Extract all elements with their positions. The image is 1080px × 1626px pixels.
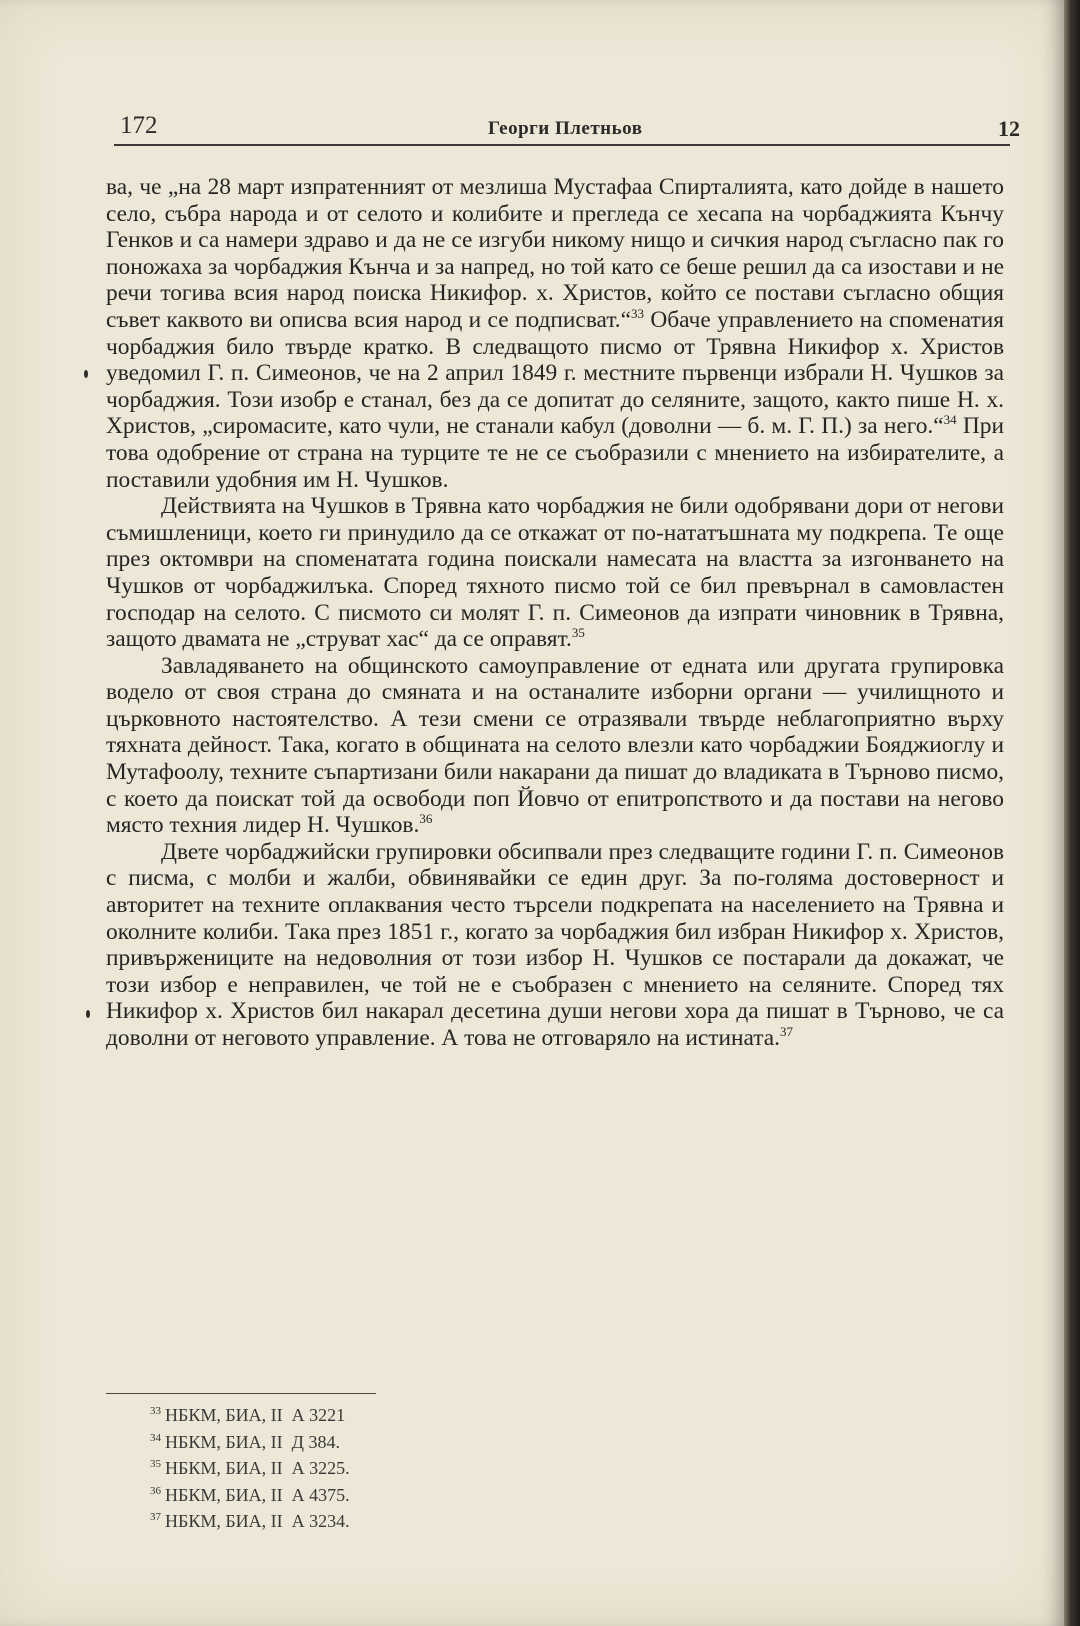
footnote-ref-35: 35 <box>571 625 585 641</box>
signature-mark: 12 <box>998 116 1020 141</box>
paragraph-1 <box>106 174 1004 493</box>
running-head: Георги Плетньов <box>488 118 643 139</box>
footnote-text: НБКМ, БИА, II А 3234. <box>165 1511 350 1531</box>
footnote-ref-37: 37 <box>780 1024 793 1040</box>
footnote-text: НБКМ, БИА, II А 3225. <box>165 1458 350 1478</box>
footnote-text: НБКМ, БИА, II А 3221 <box>165 1405 346 1425</box>
page-edge-shadow <box>1064 0 1080 1626</box>
footnote-rule <box>106 1393 376 1394</box>
footnote <box>150 1402 650 1429</box>
page-header <box>120 112 1020 152</box>
paragraph-1-text-b: Обаче управлението на споменатия чорбаджия било твърде кратко. В следващото писмо от Трявна Никифор х. Христов уведомил Г. п. Симеонов, че на 2 април 1849 г. местните първенци избрали Н. Чушков за чорбаджия. Този изобр е станал, без да се допитат до селяните, защото, както пише Н. х. Христов, „сиромасите, като чули, не станали кабул (доволни — б. м. Г. П.) за него.“ <box>106 306 1004 440</box>
paragraph-4 <box>106 839 1004 1052</box>
footnote-text: НБКМ, БИА, II А 4375. <box>165 1484 350 1505</box>
footnote-ref-33: 33 <box>631 306 645 322</box>
page-number: 172 <box>120 112 158 139</box>
paragraph-3-text: Завладяването на общинското самоуправление от едната или другата групировка водело от своя страна до смяната и на останалите изборни органи — училищното и църковното настоятелство. А тези смени се отразявали твърде неблагоприятно върху тяхната дейност. Така, когато в общината на селото влезли като чорбаджии Бояджиоглу и Мутафоолу, техните съпартизани били накарани да пишат до владиката в Търново писмо, с което да поискат той да освободи поп Йовчо от епитропството и да постави на негово място техния лидер Н. Чушков. <box>106 652 1004 839</box>
body-text <box>106 174 1004 1052</box>
footnote-ref-34: 34 <box>943 412 957 428</box>
footnote-number: 33 <box>150 1405 161 1417</box>
footnote-ref-36: 36 <box>419 811 433 827</box>
footnote-number: 34 <box>150 1431 161 1444</box>
paragraph-1-text-c: При това одобрение от страна на турците те не се съобразили с мнението на избирателите, а поставили удобния им Н. Чушков. <box>106 413 1005 493</box>
footnote-number: 36 <box>150 1484 161 1497</box>
footnotes <box>150 1402 650 1535</box>
paragraph-4-text: Двете чорбаджийски групировки обсипвали през следващите години Г. п. Симеонов с писма, с молби и жалби, обвинявайки се един друг. За по-голяма достоверност и авторитет на техните оплаквания често търсели подкрепата на населението на Трявна и околните колиби. Така през 1851 г., когато за чорбаджия бил избран Никифор х. Христов, привържениците на недоволния от този избор Н. Чушков се постарали да докажат, че този избор е неправилен, че той не е съобразен с мнението на селяните. Според тях Никифор х. Христов бил накарал десетина души негови хора да пишат в Търново, че са доволни от неговото управление. А това не отговаряло на истината. <box>106 838 1004 1051</box>
footnote-number: 37 <box>150 1511 161 1523</box>
footnote-text: НБКМ, БИА, II Д 384. <box>165 1431 340 1452</box>
footnote <box>150 1508 650 1535</box>
ink-mark <box>86 1010 90 1018</box>
paragraph-1-text-a: ва, че „на 28 март изпратенният от мезлиша Мустафаа Спирталията, като дойде в нашето село, събра народа и от селото и колибите и прегледа се хесапа на чорбаджията Кънчу Генков и са намери здраво и да не се изгуби никому нищо и сичкия народ съгласно пак го поножаха за чорбаджия Кънча и за напред, но той като се беше решил да са изостави и не речи тогива всия народ поиска Никифор. х. Христов, който се постави съгласно общия съвет каквото ви описва всия народ и се подписват.“ <box>106 174 1004 333</box>
footnote <box>150 1455 650 1482</box>
footnote-number: 35 <box>150 1458 161 1470</box>
paragraph-2-text: Действията на Чушков в Трявна като чорбаджия не били одобрявани дори от негови съмишленици, което ги принудило да се откажат от по-нататъшната му подкрепа. Те още през октомври на споменатата година поискали намесата на властта за изгонването на Чушков от чорбаджилъка. Според тяхното писмо той се бил превърнал в самовластен господар на селото. С писмото си молят Г. п. Симеонов да изпрати чиновник в Трявна, защото двамата не „струват хас“ да се оправят. <box>106 493 1004 653</box>
paragraph-3 <box>106 653 1004 839</box>
footnote <box>150 1482 650 1509</box>
ink-mark <box>84 370 88 378</box>
header-rule <box>114 144 1010 146</box>
paragraph-2 <box>106 493 1004 653</box>
footnote <box>150 1429 650 1456</box>
